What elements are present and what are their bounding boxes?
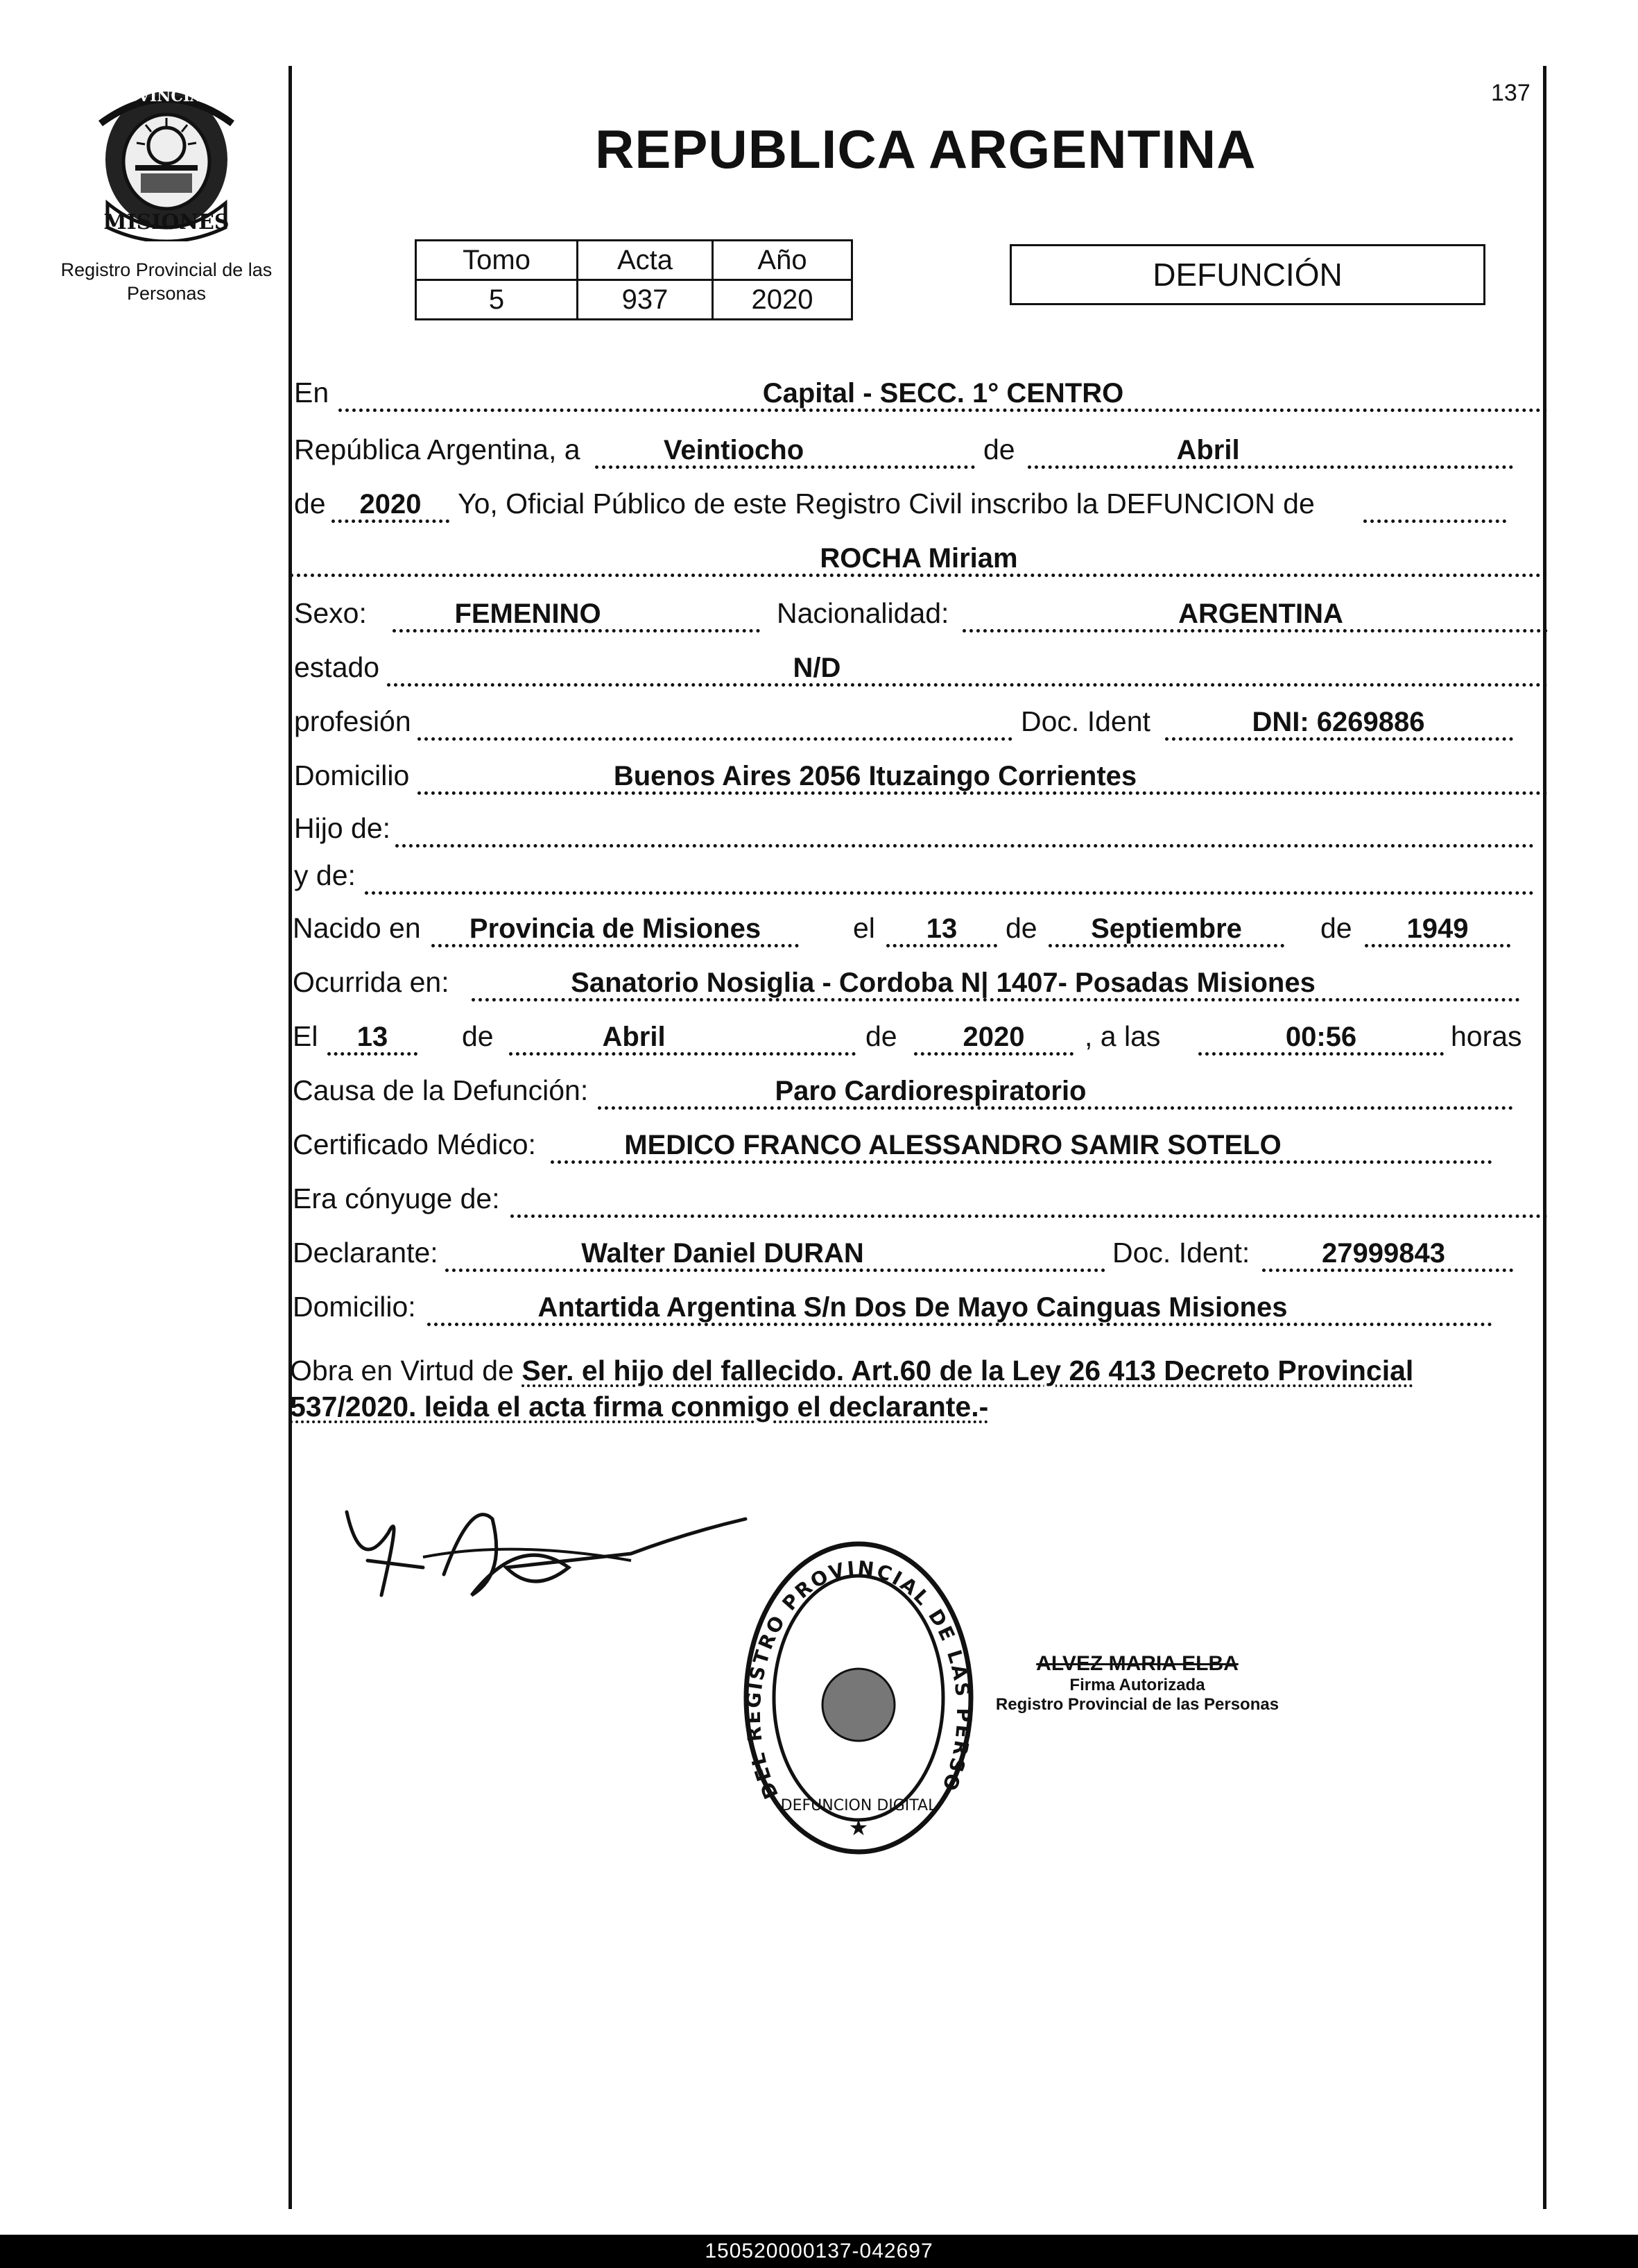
stamp-ring-text: DEL REGISTRO PROVINCIAL DE LAS PERSO bbox=[741, 1556, 976, 1803]
svg-text:★: ★ bbox=[848, 1815, 869, 1840]
label-hijo: Hijo de: bbox=[294, 812, 391, 844]
label-horas: horas bbox=[1451, 1020, 1522, 1052]
dotted-line bbox=[1363, 519, 1506, 523]
meta-header-tomo: Tomo bbox=[416, 241, 578, 280]
label-death-de1: de bbox=[462, 1020, 494, 1052]
value-birth-month: Septiembre bbox=[1091, 913, 1242, 944]
dotted-line bbox=[510, 1214, 1548, 1218]
label-year-de: de bbox=[294, 488, 326, 519]
row-hijo bbox=[290, 809, 1548, 850]
row-estado bbox=[290, 648, 1548, 689]
page-number: 137 bbox=[1491, 80, 1531, 106]
meta-value-tomo: 5 bbox=[416, 280, 578, 320]
registry-stamp bbox=[741, 1538, 976, 1857]
value-sexo: FEMENINO bbox=[454, 599, 601, 629]
label-birth-de1: de bbox=[1006, 912, 1037, 944]
value-domicilio2: Antartida Argentina S/n Dos De Mayo Cainguas Misiones bbox=[537, 1292, 1288, 1323]
value-certificado: MEDICO FRANCO ALESSANDRO SAMIR SOTELO bbox=[624, 1130, 1282, 1160]
dotted-line bbox=[417, 737, 1012, 741]
authorized-signature-block bbox=[985, 1652, 1290, 1715]
label-republica: República Argentina, a bbox=[294, 433, 580, 465]
label-ocurrida: Ocurrida en: bbox=[293, 966, 449, 998]
label-el: el bbox=[853, 912, 875, 944]
dotted-line bbox=[395, 844, 1534, 848]
value-nacionalidad: ARGENTINA bbox=[1178, 599, 1343, 629]
value-death-time: 00:56 bbox=[1285, 1022, 1357, 1052]
value-doc-ident: DNI: 6269886 bbox=[1252, 707, 1425, 737]
authorized-name: ALVEZ MARIA ELBA bbox=[1036, 1652, 1239, 1675]
label-de: de bbox=[983, 433, 1015, 465]
label-doc-ident: Doc. Ident bbox=[1021, 705, 1150, 737]
value-birth-year: 1949 bbox=[1406, 913, 1469, 944]
row-ocurrida bbox=[290, 963, 1548, 1004]
label-yde: y de: bbox=[294, 859, 356, 891]
declarant-signature bbox=[340, 1491, 756, 1616]
row-nacido bbox=[290, 909, 1548, 950]
value-birth-day: 13 bbox=[926, 913, 958, 944]
value-declarante: Walter Daniel DURAN bbox=[581, 1238, 864, 1269]
label-death-de2: de bbox=[865, 1020, 897, 1052]
label-profesion: profesión bbox=[294, 705, 411, 737]
value-ocurrida: Sanatorio Nosiglia - Cordoba N| 1407- Posadas Misiones bbox=[571, 968, 1316, 998]
label-conyuge: Era cónyuge de: bbox=[293, 1183, 500, 1214]
label-alas: , a las bbox=[1085, 1020, 1161, 1052]
value-place: Capital - SECC. 1° CENTRO bbox=[762, 378, 1124, 409]
value-death-day: 13 bbox=[356, 1022, 388, 1052]
obra-paragraph bbox=[290, 1352, 1533, 1425]
label-nacido: Nacido en bbox=[293, 912, 421, 944]
seal-top-text: PROVINCIA DE bbox=[101, 87, 232, 105]
label-en: En bbox=[294, 377, 329, 409]
value-estado: N/D bbox=[793, 653, 841, 683]
authorized-org: Registro Provincial de las Personas bbox=[995, 1695, 1279, 1714]
meta-header-acta: Acta bbox=[578, 241, 713, 280]
value-year: 2020 bbox=[359, 489, 422, 519]
row-declarante bbox=[290, 1233, 1548, 1275]
value-declarante-doc: 27999843 bbox=[1322, 1238, 1445, 1269]
label-estado: estado bbox=[294, 651, 380, 683]
row-causa bbox=[290, 1071, 1548, 1112]
registry-name: Registro Provincial de las Personas bbox=[60, 259, 273, 304]
row-profesion bbox=[290, 702, 1548, 744]
value-obra: Ser. el hijo del fallecido. Art.60 de la Ley 26 413 Decreto Provincial 537/2020. leida el acta firma conmigo el declarante.- bbox=[290, 1355, 1414, 1423]
value-deceased-name: ROCHA Miriam bbox=[820, 543, 1018, 574]
row-conyuge bbox=[290, 1179, 1548, 1221]
label-domicilio: Domicilio bbox=[294, 759, 410, 791]
value-day: Veintiocho bbox=[663, 435, 804, 465]
value-domicilio: Buenos Aires 2056 Ituzaingo Corrientes bbox=[613, 761, 1137, 791]
document-type-box: DEFUNCIÓN bbox=[1010, 244, 1485, 305]
value-nacido: Provincia de Misiones bbox=[469, 913, 761, 944]
footer-code: 150520000137-042697 bbox=[0, 2235, 1638, 2268]
row-year bbox=[290, 484, 1548, 526]
row-date bbox=[290, 430, 1548, 472]
row-en bbox=[290, 373, 1548, 415]
row-domicilio2 bbox=[290, 1287, 1548, 1329]
label-domicilio2: Domicilio: bbox=[293, 1291, 416, 1323]
value-death-year: 2020 bbox=[963, 1022, 1025, 1052]
label-declarante-doc: Doc. Ident: bbox=[1112, 1237, 1250, 1269]
label-el2: El bbox=[293, 1020, 318, 1052]
authorized-title: Firma Autorizada bbox=[1069, 1676, 1205, 1694]
meta-value-ano: 2020 bbox=[713, 280, 852, 320]
row-sexo bbox=[290, 594, 1548, 635]
value-death-month: Abril bbox=[602, 1022, 666, 1052]
label-nacionalidad: Nacionalidad: bbox=[777, 597, 949, 629]
label-obra: Obra en Virtud de bbox=[290, 1355, 514, 1386]
seal-bottom-text: MISIONES bbox=[103, 210, 230, 234]
label-birth-de2: de bbox=[1320, 912, 1352, 944]
row-yde bbox=[290, 856, 1548, 897]
row-domicilio bbox=[290, 756, 1548, 798]
label-sexo: Sexo: bbox=[294, 597, 367, 629]
label-causa: Causa de la Defunción: bbox=[293, 1074, 589, 1106]
meta-header-ano: Año bbox=[713, 241, 852, 280]
record-meta-table bbox=[415, 239, 853, 320]
row-certificado bbox=[290, 1125, 1548, 1167]
label-declarante: Declarante: bbox=[293, 1237, 438, 1269]
meta-value-acta: 937 bbox=[578, 280, 713, 320]
province-seal-logo bbox=[87, 82, 246, 241]
label-certificado: Certificado Médico: bbox=[293, 1128, 536, 1160]
value-causa: Paro Cardiorespiratorio bbox=[775, 1076, 1087, 1106]
value-month: Abril bbox=[1176, 435, 1240, 465]
stamp-inner-text: DEFUNCION DIGITAL bbox=[780, 1797, 937, 1814]
row-death-date bbox=[290, 1017, 1548, 1058]
dotted-line bbox=[365, 891, 1534, 895]
page-title: REPUBLICA ARGENTINA bbox=[595, 119, 1257, 180]
row-name bbox=[290, 538, 1548, 580]
label-inscribo: Yo, Oficial Público de este Registro Civil inscribo la DEFUNCION de bbox=[458, 488, 1315, 519]
